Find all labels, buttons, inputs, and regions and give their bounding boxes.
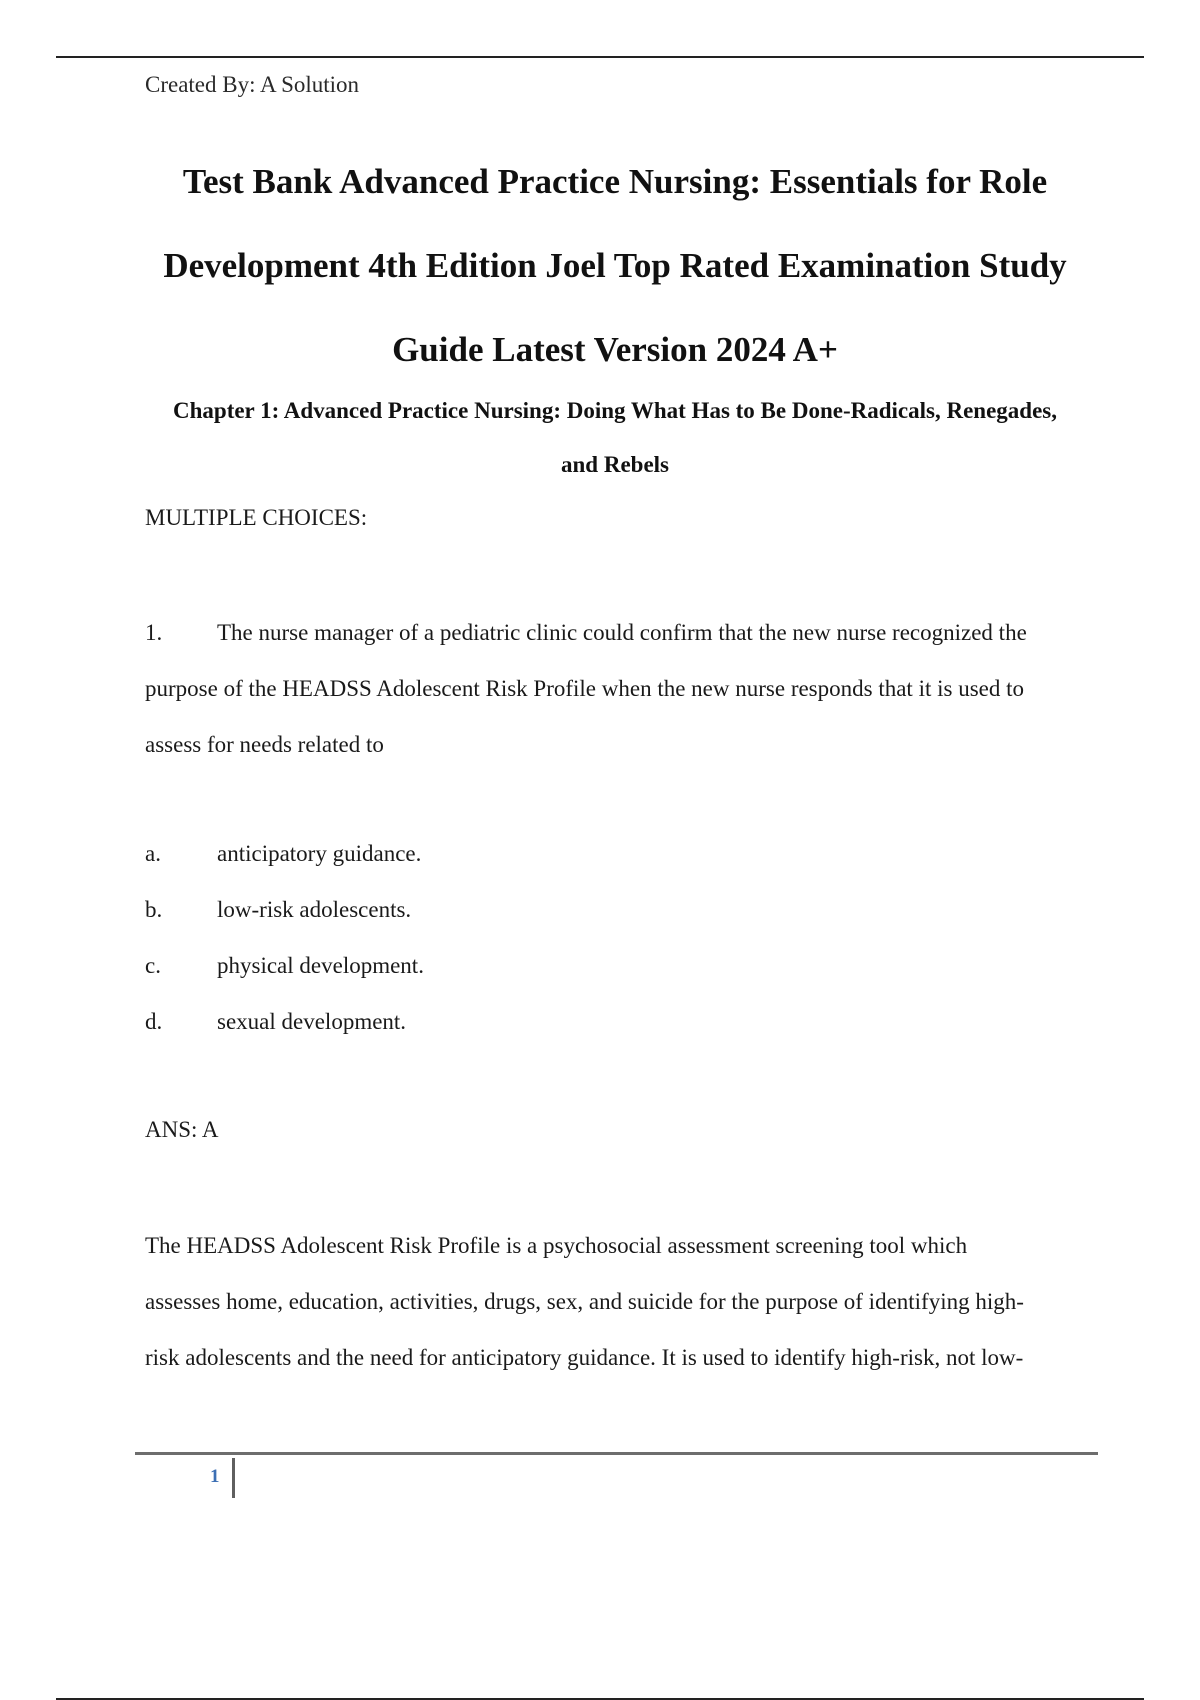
option-letter: c. — [145, 953, 161, 978]
document-header: Created By: A Solution — [145, 72, 360, 97]
option-text: anticipatory guidance. — [217, 841, 422, 866]
rationale-line-1: The HEADSS Adolescent Risk Profile is a psychosocial assessment screening tool which — [145, 1233, 968, 1258]
answer-options — [145, 826, 424, 1050]
rationale-line-3: risk adolescents and the need for anticipatory guidance. It is used to identify high-risk, not low- — [145, 1345, 1024, 1370]
option-letter: d. — [145, 1009, 163, 1034]
rationale — [145, 1218, 1095, 1386]
title-line-2: Development 4th Edition Joel Top Rated Examination Study — [163, 246, 1067, 285]
section-label: MULTIPLE CHOICES: — [145, 505, 368, 530]
question-line-3: assess for needs related to — [145, 732, 384, 757]
question-1 — [145, 605, 1085, 773]
document-title — [120, 140, 1110, 392]
option-letter: a. — [145, 841, 161, 866]
page-number-divider — [232, 1458, 235, 1498]
answer-key: ANS: A — [145, 1117, 219, 1142]
question-line-2: purpose of the HEADSS Adolescent Risk Profile when the new nurse responds that it is used to — [145, 676, 1024, 701]
option-d — [145, 994, 424, 1050]
option-letter: b. — [145, 897, 163, 922]
chapter-line-1: Chapter 1: Advanced Practice Nursing: Doing What Has to Be Done-Radicals, Renegades, — [173, 398, 1057, 423]
top-rule — [56, 56, 1144, 58]
chapter-line-2: and Rebels — [561, 452, 669, 477]
option-text: low-risk adolescents. — [217, 897, 412, 922]
option-text: sexual development. — [217, 1009, 407, 1034]
option-a — [145, 826, 424, 882]
question-line-1: The nurse manager of a pediatric clinic could confirm that the new nurse recognized the — [217, 620, 1027, 645]
rationale-line-2: assesses home, education, activities, drugs, sex, and suicide for the purpose of identifying high- — [145, 1289, 1024, 1314]
title-line-3: Guide Latest Version 2024 A+ — [392, 330, 838, 369]
page-number: 1 — [210, 1466, 220, 1487]
option-text: physical development. — [217, 953, 424, 978]
footer-rule — [135, 1452, 1098, 1455]
option-b — [145, 882, 424, 938]
option-c — [145, 938, 424, 994]
chapter-heading — [120, 384, 1110, 492]
question-number: 1. — [145, 620, 163, 645]
title-line-1: Test Bank Advanced Practice Nursing: Essentials for Role — [182, 162, 1048, 201]
